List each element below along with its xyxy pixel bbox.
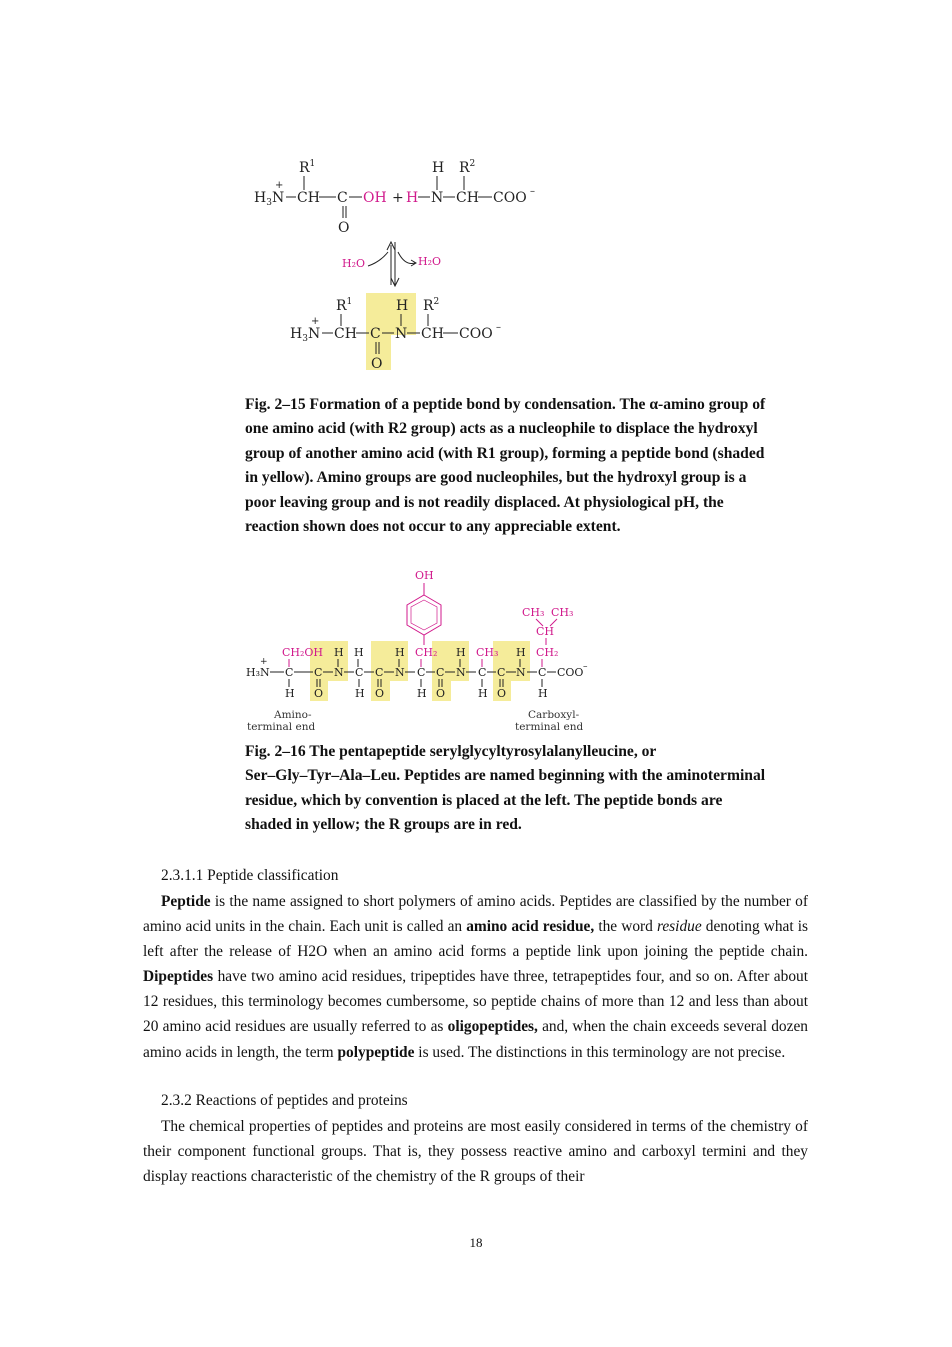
svg-text:H: H xyxy=(334,646,344,659)
svg-text:C: C xyxy=(285,666,294,679)
svg-text:CH₂OH: CH₂OH xyxy=(282,646,324,659)
caption-line: residue, which by convention is placed at the left. The peptide bonds are xyxy=(245,791,723,809)
svg-text:O: O xyxy=(436,687,446,700)
caption-line: Fig. 2–15 Formation of a peptide bond by condensation. The α-amino group of xyxy=(245,396,766,413)
svg-text:C: C xyxy=(538,666,547,679)
paragraph-reactions: The chemical properties of peptides and proteins are most easily considered in terms of the chemistry of their component functional groups. That is, they possess reactive amino and carboxyl termini and they display reactions characteristic of the chemistry of the R groups of their xyxy=(143,1118,808,1186)
section-heading-2-3-2: 2.3.2 Reactions of peptides and proteins xyxy=(161,1092,408,1109)
plus-sign: + xyxy=(392,190,404,206)
r1-label: $R^1$ xyxy=(299,159,316,176)
dipeptide-product xyxy=(290,293,501,372)
equilibrium-arrows xyxy=(368,242,416,286)
reactant-amino-acid-1 xyxy=(254,159,387,236)
page-number: 18 xyxy=(469,1235,483,1250)
svg-text:H: H xyxy=(478,687,488,700)
section-heading-2-3-1-1: 2.3.1.1 Peptide classification xyxy=(161,867,339,884)
carboxyl-terminal-label: terminal end xyxy=(515,721,584,733)
svg-text:C: C xyxy=(314,666,323,679)
svg-text:CH: CH xyxy=(456,190,479,206)
svg-text:H: H xyxy=(285,687,295,700)
svg-text:N: N xyxy=(431,190,444,206)
svg-text:CH₃: CH₃ xyxy=(551,606,574,619)
figure-caption-2-15 xyxy=(245,393,765,539)
svg-text:N: N xyxy=(334,666,344,679)
reactant-amino-acid-2 xyxy=(406,159,535,206)
figure-pentapeptide xyxy=(240,563,600,738)
svg-text:H: H xyxy=(456,646,466,659)
svg-text:C: C xyxy=(478,666,487,679)
svg-text:O: O xyxy=(338,220,350,236)
svg-text:O: O xyxy=(371,356,383,372)
svg-text:O: O xyxy=(375,687,385,700)
caption-line: one amino acid (with R2 group) acts as a nucleophile to displace the hydroxyl xyxy=(245,420,758,438)
svg-text:H: H xyxy=(406,190,419,206)
svg-text:C: C xyxy=(497,666,506,679)
svg-text:H3N: $H_3N$ xyxy=(254,190,285,208)
svg-text:N: N xyxy=(456,666,466,679)
svg-text:C: C xyxy=(436,666,445,679)
svg-text:H: H xyxy=(395,646,405,659)
svg-text:H: H xyxy=(396,298,409,314)
svg-text:C: C xyxy=(337,190,348,206)
svg-text:C: C xyxy=(370,326,381,342)
svg-text:C: C xyxy=(417,666,426,679)
svg-text:COO: COO xyxy=(493,190,527,206)
svg-text:CH₂: CH₂ xyxy=(415,646,438,659)
svg-text:H₃N: H₃N xyxy=(246,666,270,679)
svg-text:OH: OH xyxy=(363,190,387,206)
svg-text:N: N xyxy=(395,326,408,342)
svg-text:COO: COO xyxy=(459,326,493,342)
svg-text:N: N xyxy=(395,666,405,679)
svg-text:R1: $R^1$ xyxy=(336,297,353,314)
svg-text:H: H xyxy=(355,687,365,700)
svg-text:H3N: $H_3N$ xyxy=(290,326,321,344)
svg-text:CH: CH xyxy=(297,190,320,206)
svg-text:CH: CH xyxy=(536,625,555,638)
svg-text:R2: $R^2$ xyxy=(459,159,476,176)
figure-caption-2-16 xyxy=(245,740,765,838)
caption-line: group of another amino acid (with R1 group), forming a peptide bond (shaded xyxy=(245,444,765,462)
svg-text:CH: CH xyxy=(334,326,357,342)
caption-line: poor leaving group and is not readily displaced. At physiological pH, the xyxy=(245,493,724,511)
svg-text:H: H xyxy=(417,687,427,700)
svg-text:H: H xyxy=(538,687,548,700)
water-released: H₂O xyxy=(418,255,442,268)
figure-peptide-condensation xyxy=(240,150,570,375)
svg-text:–: – xyxy=(496,322,501,333)
svg-text:CH: CH xyxy=(421,326,444,342)
carboxyl-terminal-label: Carboxyl- xyxy=(528,709,580,721)
svg-text:C: C xyxy=(355,666,364,679)
amino-terminal-label: Amino- xyxy=(274,709,312,721)
svg-text:O: O xyxy=(314,687,324,700)
svg-text:H: H xyxy=(432,160,445,176)
svg-text:CH₃: CH₃ xyxy=(476,646,499,659)
svg-text:–: – xyxy=(583,662,588,672)
caption-line: shaded in yellow; the R groups are in red. xyxy=(245,816,522,834)
svg-text:–: – xyxy=(530,186,535,197)
caption-line: reaction shown does not occur to any appreciable extent. xyxy=(245,518,621,536)
amino-terminal-label: terminal end xyxy=(247,721,316,733)
svg-text:+: + xyxy=(311,316,320,327)
caption-line: Fig. 2–16 The pentapeptide serylglycyltyrosylalanylleucine, or xyxy=(245,743,657,760)
water-consumed: H₂O xyxy=(342,257,366,270)
paragraph-peptide-classification: Peptide is the name assigned to short polymers of amino acids. Peptides are classified by the number of amino acid units in the chain. Each unit is called an amino acid residue, the word residue denoting what is left after the release of H2O when an amino acid forms a peptide link upon joining the peptide chain. Dipeptides have two amino acid residues, tripeptides have three, tetrapeptides four, and so on. After about 12 residues, this terminology becomes cumbersome, so peptide chains of more than 12 and less than about 20 amino acid residues are usually referred to as oligopeptides, and, when the chain exceeds several dozen amino acids in length, the term polypeptide is used. The distinctions in this terminology are not precise. xyxy=(143,893,808,1061)
svg-text:N: N xyxy=(516,666,526,679)
svg-text:C: C xyxy=(375,666,384,679)
svg-text:CH₃: CH₃ xyxy=(522,606,545,619)
caption-line: in yellow). Amino groups are good nucleophiles, but the hydroxyl group is a xyxy=(245,469,747,487)
svg-text:R2: $R^2$ xyxy=(423,297,440,314)
svg-text:+: + xyxy=(275,180,284,191)
svg-text:H: H xyxy=(354,646,364,659)
caption-line: Ser–Gly–Tyr–Ala–Leu. Peptides are named beginning with the aminoterminal xyxy=(245,767,766,785)
svg-text:+: + xyxy=(260,657,268,667)
svg-text:CH₂: CH₂ xyxy=(536,646,559,659)
svg-text:H: H xyxy=(516,646,526,659)
svg-text:COO: COO xyxy=(557,666,584,679)
backbone-row xyxy=(246,657,588,679)
svg-text:O: O xyxy=(497,687,507,700)
svg-text:OH: OH xyxy=(415,569,434,582)
